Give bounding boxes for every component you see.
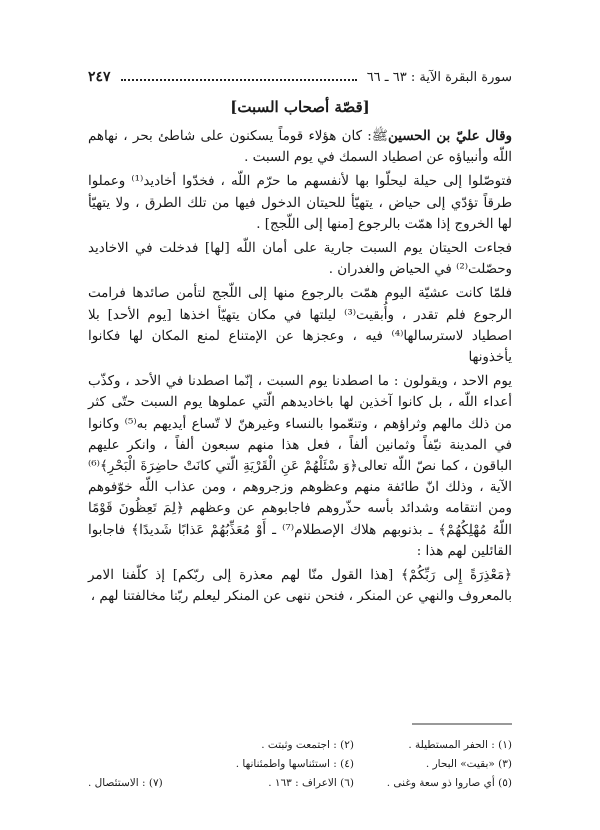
footnote: (٦) الاعراف : ١٦٣ . bbox=[268, 777, 354, 789]
footnote: (٢) : اجتمعت وثبتت . bbox=[261, 739, 354, 751]
footnote-separator bbox=[88, 722, 512, 726]
footnote-row bbox=[88, 755, 512, 774]
paragraph-5: يوم الاحد ، ويقولون : ما اصطدنا يوم السبت ، إنّما اصطدنا في الأحد ، وكذّب أعداء اللّه ، بل كانوا آخذين لها باخاديدهم الّتي عملوها يوم السبت حتّى كثر من ذلك مالهم وثراؤهم ، وتنعّموا بالنساء وغيرهنّ لا تّساع أيديهم به⁽⁵⁾ وكانوا في المدينة نيّفاً وثمانين ألفاً ، فعل هذا منهم سبعون ألفاً ، وانكر عليهم الباقون ، كما نصّ اللّه تعالى﴿وَ سْئَلْهُمْ عَنِ الْقَرْيَةِ الّتي كانَتْ حاضِرَةَ الْبَحْرِ﴾⁽⁶⁾ الآية ، وذلك انّ طائفة منهم وعظوهم وزجروهم ، ومن عذاب اللّه خوّفوهم ومن انتقامه وشدائد بأسه حذّروهم فاجابوهم عن وعظهم ﴿لِمَ تَعِظُونَ قَوْمًا اللّهُ مُهْلِكُهُمْ﴾ ـ بذنوبهم هلاك الإصطلام⁽⁷⁾ ـ أَوْ مُعَذِّبُهُمْ عَذابًا شَديدًا﴾ فاجابوا القائلين لهم هذا : bbox=[88, 374, 512, 559]
footnote-row bbox=[88, 736, 512, 755]
speaker-name: وقال عليّ بن الحسين bbox=[388, 128, 512, 144]
footnote: (٤) : استئناسها واطمئنانها . bbox=[235, 758, 354, 770]
footnote bbox=[88, 755, 198, 774]
paragraph-3: فجاءت الحيتان يوم السبت جارية على أمان اللّه [لها] فدخلت في الاخاديد وحصّلت⁽²⁾ في الحياض والغدران . bbox=[88, 241, 512, 278]
footnote: (٥) أي صاروا ذو سعة وغنى . bbox=[386, 777, 512, 789]
footnote-row bbox=[88, 774, 512, 793]
running-header bbox=[88, 66, 512, 88]
footnote: (١) : الحفر المستطيلة . bbox=[408, 739, 512, 751]
surah-reference: سورة البقرة الآية : ٦٣ ـ ٦٦ bbox=[366, 69, 512, 85]
footnote: (٧) : الاستئصال . bbox=[88, 777, 163, 789]
footnotes bbox=[88, 736, 512, 793]
paragraph-2: فتوصّلوا إلى حيلة ليحلّوا بها لأنفسهم ما حرّم اللّه ، فخدّوا أخاديد⁽¹⁾ وعملوا طرقاً تؤدّي إلى حياض ، يتهيّأ للحيتان الدخول فيها من تلك الطرق ، ولا يتهيّأ لها الخروج إذا همّت بالرجوع [منها إلى اللّجج] . bbox=[88, 174, 512, 232]
section-title: [قصّة أصحاب السبت] bbox=[230, 98, 370, 116]
paragraph-1-text: ﷺ: كان هؤلاء قوماً يسكنون على شاطئ بحر ، نهاهم اللّه وأنبياؤه عن اصطياد السمك في يوم السبت . bbox=[88, 129, 512, 166]
footnote: (٣) «بقيت» البحار . bbox=[425, 758, 512, 770]
page-number: ٢٤٧ bbox=[88, 69, 111, 85]
paragraph-6: ﴿مَعْذِرَةً إِلى رَبِّكُمْ﴾ [هذا القول منّا لهم معذرة إلى ربّكم] إذ كلّفنا الامر بالمعروف والنهي عن المنكر ، فنحن ننهى عن المنكر ليعلم ربّنا مخالفتنا لهم ، bbox=[88, 568, 512, 605]
main-text bbox=[88, 126, 512, 610]
paragraph-1 bbox=[88, 126, 512, 168]
footnote bbox=[88, 736, 198, 755]
header-dotted-rule bbox=[121, 79, 357, 81]
paragraph-4: فلمّا كانت عشيّة اليوم همّت بالرجوع منها إلى اللّجج لتأمن صائدها فرامت الرجوع فلم تقدر ، وأُبقيت⁽³⁾ ليلتها في مكان يتهيّأ اخذها [يوم الأحد] بلا اصطياد لاسترسالها⁽⁴⁾ فيه ، وعجزها عن الإمتناع لمنع المكان لها فكانوا يأخذونها bbox=[88, 286, 513, 366]
